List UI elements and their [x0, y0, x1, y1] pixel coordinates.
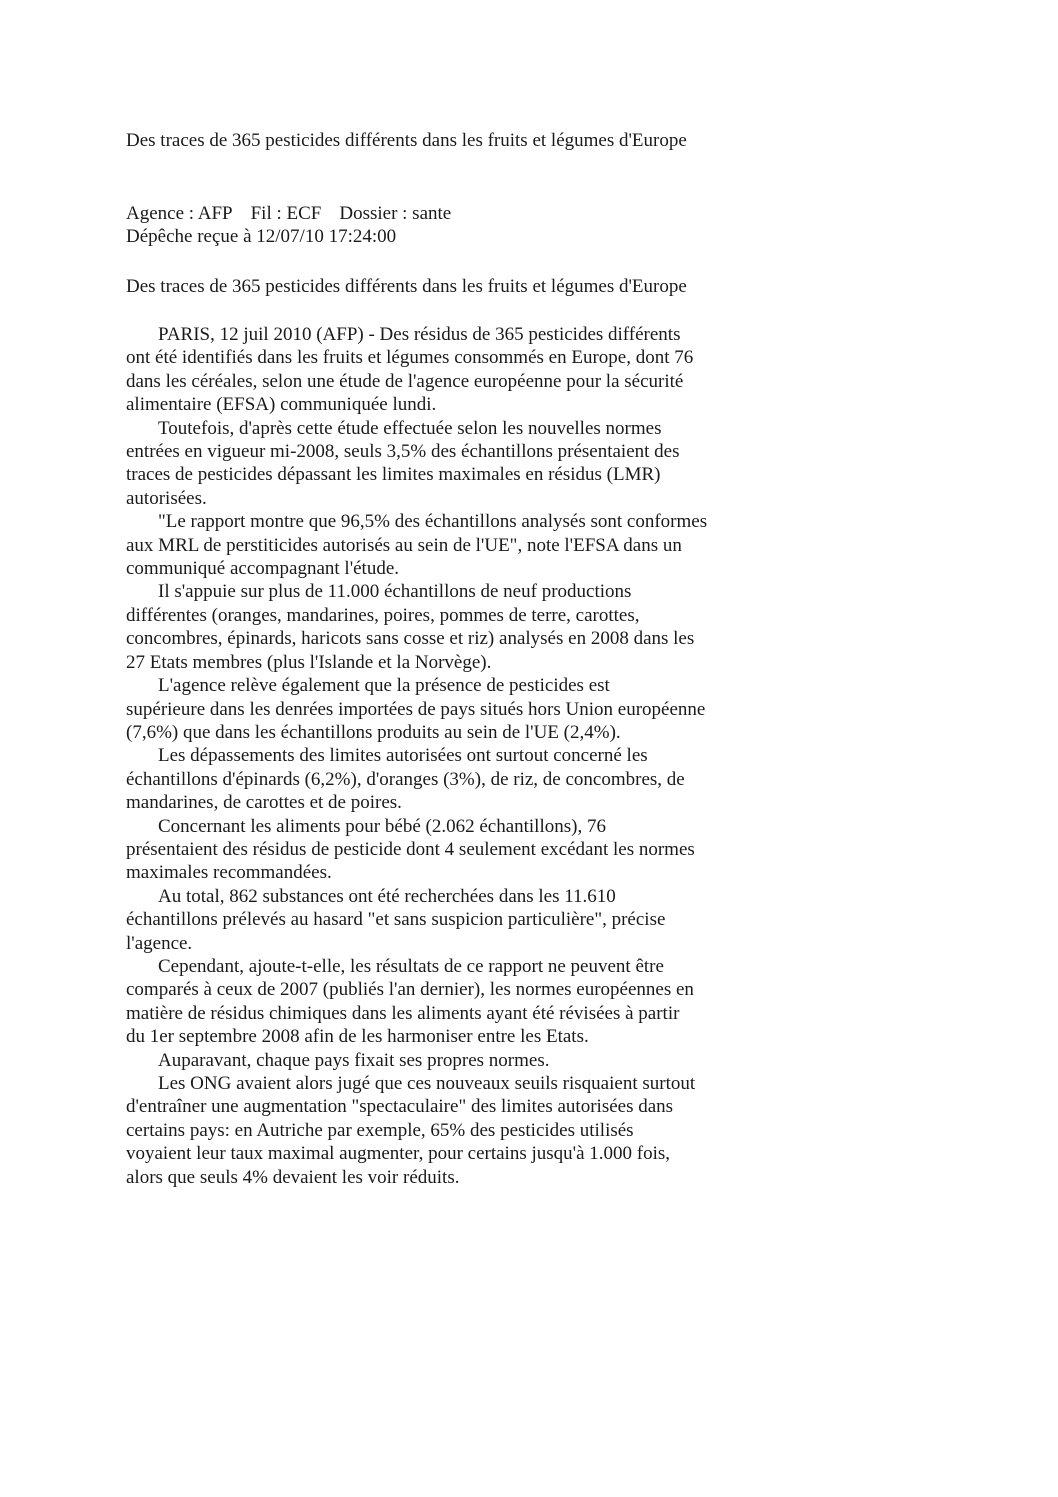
paragraph-line: différentes (oranges, mandarines, poires, pommes de terre, carottes,: [126, 604, 640, 626]
paragraph-line: d'entraîner une augmentation "spectaculaire" des limites autorisées dans: [126, 1096, 674, 1118]
paragraph-line: ont été identifiés dans les fruits et légumes consommés en Europe, dont 76: [126, 347, 694, 369]
article-paragraph: [126, 417, 786, 511]
paragraph-line: traces de pesticides dépassant les limites maximales en résidus (LMR): [126, 464, 661, 486]
article-title: Des traces de 365 pesticides différents dans les fruits et légumes d'Europe: [126, 276, 687, 297]
paragraph-line: "Le rapport montre que 96,5% des échantillons analysés sont conformes: [158, 511, 708, 533]
paragraph-line: maximales recommandées.: [126, 862, 332, 884]
article-paragraph: [126, 955, 786, 1049]
paragraph-line: comparés à ceux de 2007 (publiés l'an dernier), les normes européennes en: [126, 979, 694, 1001]
paragraph-line: certains pays: en Autriche par exemple, 65% des pesticides utilisés: [126, 1119, 634, 1141]
article-paragraph: [126, 510, 786, 580]
paragraph-line: supérieure dans les denrées importées de pays situés hors Union européenne: [126, 698, 706, 720]
paragraph-line: concombres, épinards, haricots sans cosse et riz) analysés en 2008 dans les: [126, 628, 695, 650]
paragraph-line: du 1er septembre 2008 afin de les harmoniser entre les Etats.: [126, 1026, 589, 1048]
paragraph-line: échantillons prélevés au hasard "et sans suspicion particulière", précise: [126, 909, 666, 931]
article-paragraph: [126, 815, 786, 885]
paragraph-line: PARIS, 12 juil 2010 (AFP) - Des résidus de 365 pesticides différents: [158, 324, 681, 345]
paragraph-line: Les ONG avaient alors jugé que ces nouveaux seuils risquaient surtout: [158, 1073, 696, 1094]
article-paragraph: [126, 885, 786, 955]
article-body: [126, 323, 786, 1189]
paragraph-line: L'agence relève également que la présence de pesticides est: [158, 675, 610, 697]
paragraph-line: l'agence.: [126, 932, 193, 954]
article-paragraph: [126, 744, 786, 814]
article-paragraph: [126, 323, 786, 417]
dossier-label: Dossier : sante: [339, 203, 452, 224]
article-paragraph: [126, 674, 786, 744]
paragraph-line: Auparavant, chaque pays fixait ses propres normes.: [158, 1049, 550, 1071]
paragraph-line: Toutefois, d'après cette étude effectuée selon les nouvelles normes: [158, 417, 662, 439]
paragraph-line: échantillons d'épinards (6,2%), d'oranges (3%), de riz, de concombres, de: [126, 768, 685, 790]
paragraph-line: Cependant, ajoute-t-elle, les résultats de ce rapport ne peuvent être: [158, 955, 664, 977]
agence-label: Agence : AFP: [126, 203, 233, 224]
paragraph-line: alors que seuls 4% devaient les voir réduits.: [126, 1166, 460, 1188]
paragraph-line: mandarines, de carottes et de poires.: [126, 792, 402, 814]
paragraph-line: Au total, 862 substances ont été recherchées dans les 11.610: [158, 885, 616, 907]
paragraph-line: (7,6%) que dans les échantillons produits au sein de l'UE (2,4%).: [126, 721, 621, 743]
paragraph-line: dans les céréales, selon une étude de l'agence européenne pour la sécurité: [126, 370, 684, 392]
metadata-source-line: [126, 202, 451, 225]
paragraph-line: Concernant les aliments pour bébé (2.062 échantillons), 76: [158, 815, 606, 837]
paragraph-line: présentaient des résidus de pesticide dont 4 seulement excédant les normes: [126, 838, 695, 860]
article-paragraph: [126, 580, 786, 674]
paragraph-line: autorisées.: [126, 487, 207, 509]
paragraph-line: Il s'appuie sur plus de 11.000 échantillons de neuf productions: [158, 581, 632, 603]
paragraph-line: aux MRL de perstiticides autorisés au sein de l'UE", note l'EFSA dans un: [126, 534, 682, 556]
paragraph-line: voyaient leur taux maximal augmenter, pour certains jusqu'à 1.000 fois,: [126, 1143, 671, 1165]
fil-label: Fil : ECF: [250, 203, 322, 224]
paragraph-line: matière de résidus chimiques dans les aliments ayant été révisées à partir: [126, 1002, 680, 1024]
article-paragraph: [126, 1049, 786, 1072]
paragraph-line: 27 Etats membres (plus l'Islande et la Norvège).: [126, 651, 492, 673]
article-paragraph: [126, 1072, 786, 1189]
dispatch-metadata: [126, 202, 451, 248]
paragraph-line: alimentaire (EFSA) communiquée lundi.: [126, 394, 437, 416]
reception-timestamp: Dépêche reçue à 12/07/10 17:24:00: [126, 226, 397, 247]
paragraph-line: Les dépassements des limites autorisées ont surtout concerné les: [158, 745, 648, 767]
paragraph-line: entrées en vigueur mi-2008, seuls 3,5% des échantillons présentaient des: [126, 441, 680, 463]
document-title: Des traces de 365 pesticides différents dans les fruits et légumes d'Europe: [126, 130, 687, 151]
paragraph-line: communiqué accompagnant l'étude.: [126, 558, 400, 580]
